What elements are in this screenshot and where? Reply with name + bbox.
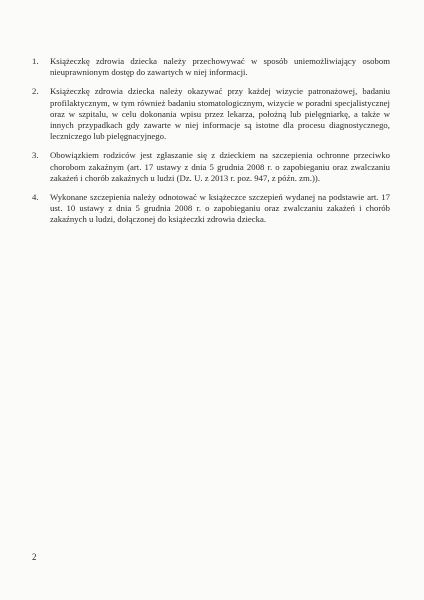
instructions-list [32,56,390,234]
list-item-number: 3. [32,150,39,161]
list-item [32,56,390,78]
list-item [32,192,390,226]
list-item-number: 1. [32,56,39,66]
list-item [32,150,390,184]
list-item-number: 4. [32,192,39,203]
list-item-text: Książeczkę zdrowia dziecka należy przechowywać w sposób uniemożliwiający osobom nieuprawnionym dostęp do zawartych w niej informacji. [50,56,390,78]
list-item-text: Książeczkę zdrowia dziecka należy okazywać przy każdej wizycie patronażowej, badaniu profilaktycznym, w tym również badaniu stomatologicznym, wizycie w poradni specjalistycznej oraz w szpitalu, w celu dokonania wpisu przez lekarza, położną lub pielęgniarkę, a także w innych przypadkach gdy zawarte w niej informacje są istotne dla procesu diagnostycznego, leczniczego lub pielęgnacyjnego. [50,86,390,142]
list-item [32,86,390,142]
list-item-text: Wykonane szczepienia należy odnotować w książeczce szczepień wydanej na podstawie art. 17 ust. 10 ustawy z dnia 5 grudnia 2008 r. o zapobieganiu oraz zwalczaniu zakażeń i chorób zakaźnych u ludzi, dołączonej do książeczki zdrowia dziecka. [50,192,390,225]
page-number: 2 [32,552,37,562]
list-item-number: 2. [32,86,39,97]
list-item-text: Obowiązkiem rodziców jest zgłaszanie się z dzieckiem na szczepienia ochronne przeciwko chorobom zakaźnym (art. 17 ustawy z dnia 5 grudnia 2008 r. o zapobieganiu oraz zwalczaniu zakażeń i chorób zakaźnych u ludzi (Dz. U. z 2013 r. poz. 947, z późn. zm.)). [50,150,390,183]
